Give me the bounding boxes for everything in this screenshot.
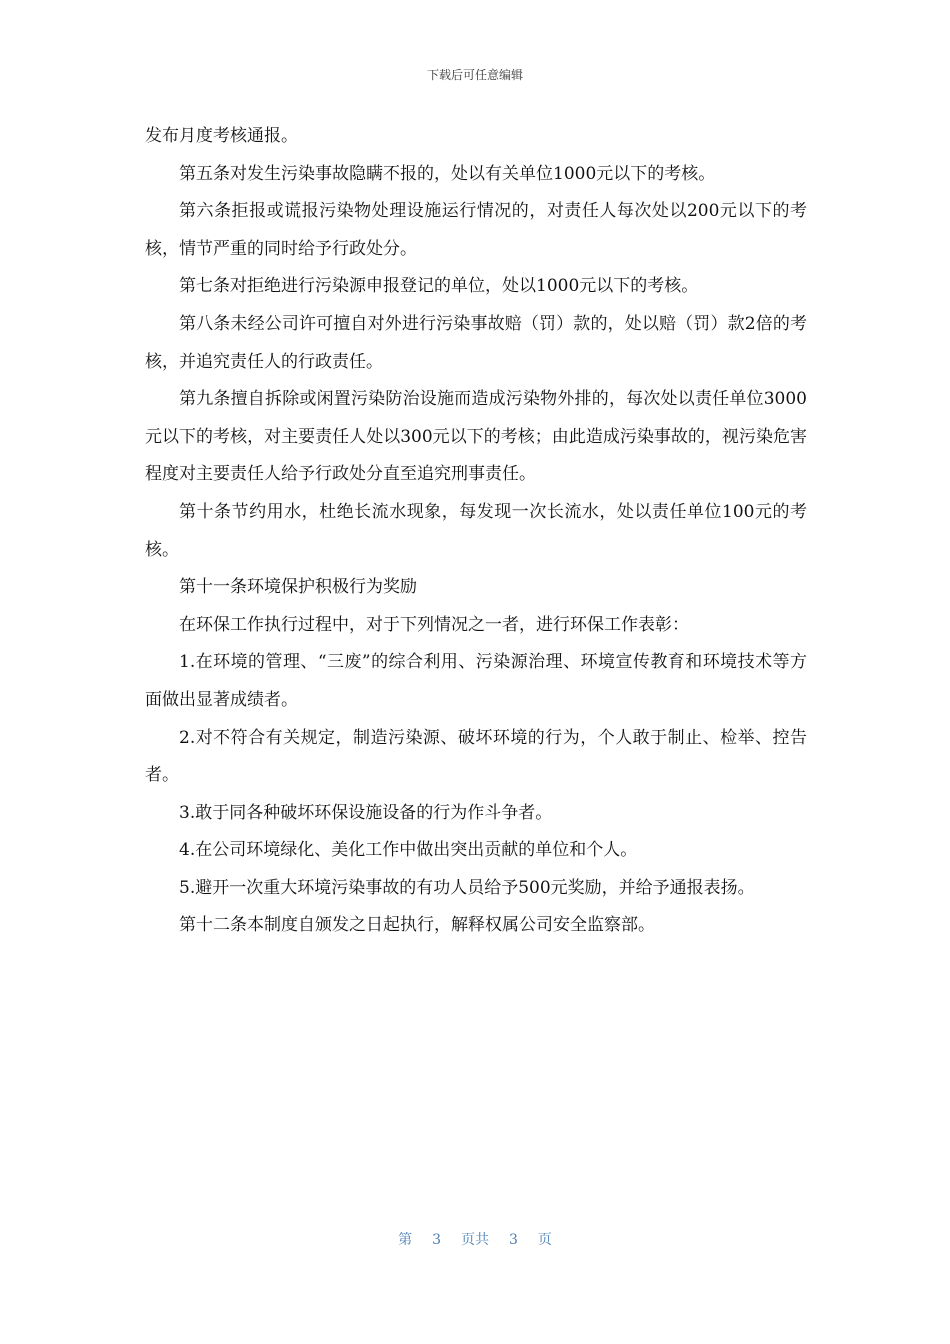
paragraph: 1.在环境的管理、“三废”的综合利用、污染源治理、环境宣传教育和环境技术等方面做出显著成绩者。 [145,652,807,710]
paragraph: 第五条对发生污染事故隐瞒不报的，处以有关单位1000元以下的考核。 [179,163,716,184]
current-page-number: 3 [432,1232,441,1248]
page-header: 下载后可任意编辑 [426,68,523,82]
page-label-prefix: 第 [398,1232,413,1248]
page-footer [0,1229,950,1249]
document-body [145,118,807,945]
page-label-mid: 页共 [461,1232,489,1248]
paragraph: 第七条对拒绝进行污染源申报登记的单位，处以1000元以下的考核。 [179,276,699,297]
paragraph: 第六条拒报或谎报污染物处理设施运行情况的，对责任人每次处以200元以下的考核，情节严重的同时给予行政处分。 [145,201,807,259]
paragraph: 2.对不符合有关规定，制造污染源、破坏环境的行为，个人敢于制止、检举、控告者。 [145,727,807,786]
paragraph: 4.在公司环境绿化、美化工作中做出突出贡献的单位和个人。 [179,840,638,861]
page-label-suffix: 页 [537,1232,552,1248]
paragraph: 第十一条环境保护积极行为奖励 [179,577,417,598]
paragraph: 第十条节约用水，杜绝长流水现象，每发现一次长流水，处以责任单位100元的考核。 [145,501,807,560]
paragraph: 第八条未经公司许可擅自对外进行污染事故赔（罚）款的，处以赔（罚）款2倍的考核，并追究责任人的行政责任。 [145,313,807,372]
paragraph: 第九条擅自拆除或闲置污染防治设施而造成污染物外排的，每次处以责任单位3000元以下的考核，对主要责任人处以300元以下的考核；由此造成污染事故的，视污染危害程度对主要责任人给予行政处分直至追究刑事责任。 [145,389,807,485]
paragraph: 发布月度考核通报。 [145,126,298,146]
paragraph: 在环保工作执行过程中，对于下列情况之一者，进行环保工作表彰： [179,614,689,635]
paragraph: 5.避开一次重大环境污染事故的有功人员给予500元奖励，并给予通报表扬。 [179,877,755,898]
total-pages-number: 3 [509,1232,518,1248]
paragraph: 3.敢于同各种破坏环保设施设备的行为作斗争者。 [179,802,553,823]
paragraph: 第十二条本制度自颁发之日起执行，解释权属公司安全监察部。 [179,915,655,936]
